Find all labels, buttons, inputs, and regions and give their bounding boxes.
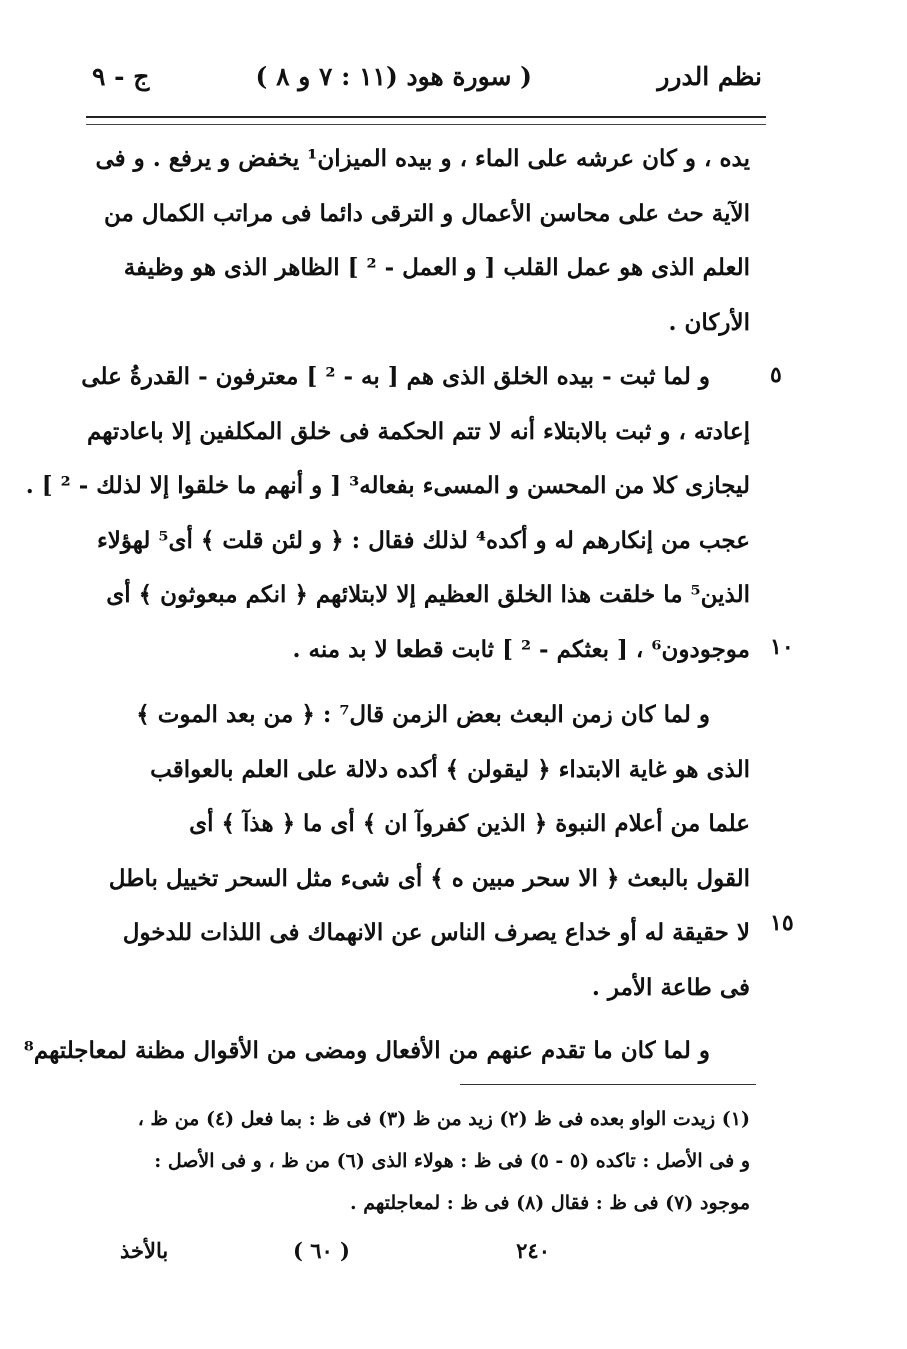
text-line: و لما كان ما تقدم عنهم من الأفعال ومضى من الأقوال مظنة لمعاجلتهم⁸ (23, 1037, 710, 1064)
line-number: ٥ (770, 362, 782, 388)
text-line: ليجازى كلا من المحسن و المسىء بفعاله³ [ و أنهم ما خلقوا إلا لذلك - ² ] . (25, 472, 750, 499)
line-number: ١٥ (770, 910, 794, 936)
paragraph (100, 688, 750, 1015)
header-rule (86, 116, 766, 118)
text-line: العلم الذى هو عمل القلب [ و العمل - ² ] الظاهر الذى هو وظيفة (123, 254, 750, 281)
text-line: لا حقيقة له أو خداع يصرف الناس عن الانهماك فى اللذات للدخول (122, 919, 750, 946)
text-line: علما من أعلام النبوة ﴿ الذين كفروآ ان ﴾ أى ما ﴿ هذآ ﴾ أى (189, 810, 750, 837)
text-line: إعادته ، و ثبت بالابتلاء أنه لا تتم الحكمة فى خلق المكلفين إلا باعادتهم (87, 417, 750, 445)
surah-reference: ( سورة هود (١١ : ٧ و ٨ ) (255, 62, 532, 91)
footnote-line: (١) زيدت الواو بعده فى ظ (٢) زيد من ظ (٣) فى ظ : بما فعل (٤) من ظ ، (137, 1108, 750, 1130)
catchword: بالأخذ (120, 1238, 169, 1263)
text-line: فى طاعة الأمر . (591, 973, 750, 1001)
book-title: نظم الدرر (657, 62, 762, 91)
text-line: و لما ثبت - بيده الخلق الذى هم [ به - ² ] معترفون - القدرةُ على (81, 363, 710, 390)
page-number: ٢٤٠ (516, 1238, 550, 1263)
text-line: و لما كان زمن البعث بعض الزمن قال⁷ : ﴿ من بعد الموت ﴾ (136, 701, 710, 728)
text-line: يده ، و كان عرشه على الماء ، و بيده الميزان¹ يخفض و يرفع . و فى (95, 145, 750, 172)
line-number: ١٠ (770, 634, 794, 660)
text-line: القول بالبعث ﴿ الا سحر مبين ه ﴾ أى شىء مثل السحر تخييل باطل (108, 864, 750, 892)
text-line: الآية حث على محاسن الأعمال و الترقى دائما فى مراتب الكمال من (104, 199, 750, 227)
paragraph (23, 1024, 750, 1079)
volume-number: ج - ٩ (92, 62, 150, 91)
text-line: الأركان . (668, 308, 750, 336)
text-line: الذين⁵ ما خلقت هذا الخلق العظيم إلا لابتلائهم ﴿ انكم مبعوثون ﴾ أى (106, 581, 750, 608)
footnotes (100, 1098, 750, 1224)
footnote-rule (460, 1084, 756, 1085)
page-footer (120, 1238, 550, 1278)
paragraph (25, 350, 750, 677)
text-line: عجب من إنكارهم له و أكده⁴ لذلك فقال : ﴿ و لئن قلت ﴾ أى⁵ لهؤلاء (96, 526, 750, 554)
signature-mark: ( ٦٠ ) (292, 1238, 350, 1263)
footnote-line: موجود (٧) فى ظ : فقال (٨) فى ظ : لمعاجلتهم . (349, 1192, 750, 1214)
running-header (92, 62, 762, 108)
text-line: موجودون⁶ ، [ بعثكم - ² ] ثابت قطعا لا بد منه . (292, 635, 750, 663)
text-line: الذى هو غاية الابتداء ﴿ ليقولن ﴾ أكده دلالة على العلم بالعواقب (150, 755, 750, 783)
footnote-line: و فى الأصل : تاكده (٥ - ٥) فى ظ : هولاء الذى (٦) من ظ ، و فى الأصل : (154, 1150, 750, 1172)
paragraph (95, 132, 750, 350)
header-rule-thin (86, 124, 766, 125)
